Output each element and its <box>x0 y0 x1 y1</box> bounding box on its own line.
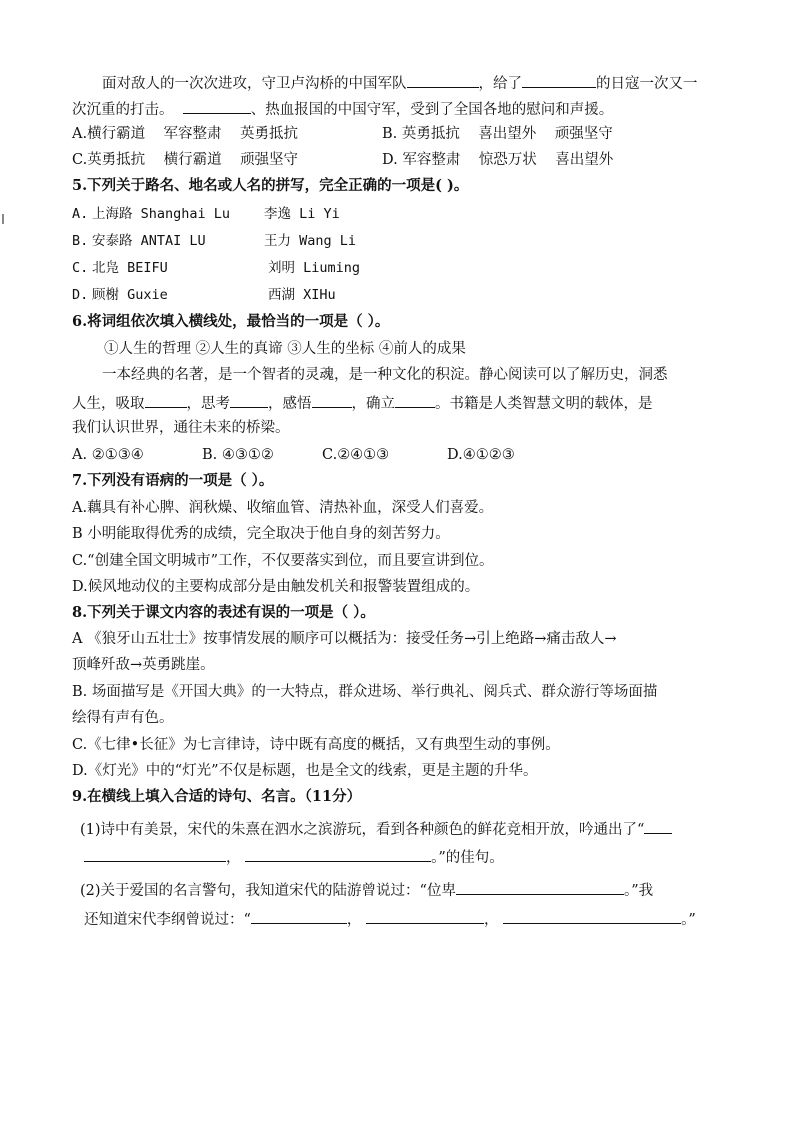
option-a[interactable]: A. ②①③④ <box>72 447 144 463</box>
q7-stem: 7.下列没有语病的一项是（ ）。 <box>72 472 274 489</box>
option-d[interactable]: D.④①②③ <box>447 447 515 463</box>
q4-text: 次沉重的打击。 <box>72 102 174 118</box>
q8-option-a-cont: 顶峰歼敌→英勇跳崖。 <box>72 657 215 673</box>
option-c[interactable]: C.②④①③ <box>322 447 390 463</box>
answer-blank[interactable] <box>183 99 251 114</box>
q4-passage-line-1 <box>102 73 698 93</box>
answer-blank[interactable] <box>407 73 479 88</box>
answer-blank[interactable] <box>522 73 596 88</box>
q4-text: 、热血报国的中国守军，受到了全国各地的慰问和声援。 <box>250 102 614 118</box>
q8-option-b-cont: 绘得有声有色。 <box>72 710 174 726</box>
scan-edge-mark <box>2 214 4 224</box>
q8-stem: 8.下列关于课文内容的表述有误的一项是（ ）。 <box>72 604 375 621</box>
q4-text: 的日寇一次又一 <box>596 76 698 92</box>
answer-blank[interactable] <box>456 880 624 895</box>
q8-option-c[interactable]: C.《七律•长征》为七言律诗，诗中既有高度的概括，又有典型生动的事例。 <box>72 737 560 753</box>
q9-stem: 9.在横线上填入合适的诗句、名言。（11分） <box>72 788 362 805</box>
option-b[interactable]: B. ④③①② <box>202 447 274 463</box>
answer-blank[interactable] <box>644 819 672 834</box>
q4-text: ，给了 <box>478 76 522 92</box>
q6-passage-line-3: 我们认识世界，通往未来的桥梁。 <box>72 420 290 436</box>
answer-blank[interactable] <box>84 847 226 862</box>
option-d[interactable]: D. 军容整肃 惊恐万状 喜出望外 <box>382 152 614 168</box>
q8-option-b[interactable]: B. 场面描写是《开国大典》的一大特点，群众进场、举行典礼、阅兵式、群众游行等场面描 <box>72 684 658 700</box>
answer-blank[interactable] <box>230 393 268 408</box>
answer-blank[interactable] <box>145 393 187 408</box>
q6-phrase-list: ①人生的哲理 ②人生的真谛 ③人生的坐标 ④前人的成果 <box>104 341 466 357</box>
q9-part-1-line-2: ， 。”的佳句。 <box>84 847 504 867</box>
answer-blank[interactable] <box>503 909 681 924</box>
q6-passage-line-1: 一本经典的名著，是一个智者的灵魂，是一种文化的积淀。静心阅读可以了解历史，洞悉 <box>102 367 668 383</box>
answer-blank[interactable] <box>395 393 435 408</box>
answer-blank[interactable] <box>366 909 484 924</box>
q7-option-b[interactable]: B 小明能取得优秀的成绩，完全取决于他自身的刻苦努力。 <box>72 526 450 542</box>
q6-passage-line-2: 人生，吸取 ，思考 ，感悟 ，确立 。书籍是人类智慧文明的载体，是 <box>72 393 653 413</box>
q4-text: 面对敌人的一次次进攻，守卫卢沟桥的中国军队 <box>102 76 407 92</box>
option-b[interactable]: B. 英勇抵抗 喜出望外 顽强坚守 <box>382 126 613 142</box>
q7-option-d[interactable]: D.候风地动仪的主要构成部分是由触发机关和报警装置组成的。 <box>72 579 480 595</box>
q5-stem: 5.下列关于路名、地名或人名的拼写，完全正确的一项是( )。 <box>72 177 469 194</box>
q7-option-c[interactable]: C.“创建全国文明城市”工作，不仅要落实到位，而且要宣讲到位。 <box>72 553 494 569</box>
exam-page: 面对敌人的一次次进攻，守卫卢沟桥的中国军队 ，给了 的日寇一次又一 次沉重的打击。 、热血报国的中国守军，受到了全国各地的慰问和声援。 A.横行霸道 军容整肃 英勇抵抗 B. 英勇抵抗 喜出望外 顽强坚守 C.英勇抵抗 横行霸道 顽强坚守 D. 军容整肃 惊恐万状 喜出望外 5.下列关于路名、地名或人名的拼写，完全正确的一项是( )。 A. 上海路 Shanghai Lu 李逸 Li Yi B. 安泰路 ANTAI LU 王力 Wang Li C. 北凫 BEIFU 刘明 Liuming D. 顾榭 Guxie 西湖 XIHu 6.将词组依次填入横线处，最恰当的一项是（ ）。 ①人生的哲理 ②人生的真谛 ③人生的坐标 ④前人的成果 一本经典的名著，是一个智者的灵魂，是一种文化的积淀。静心阅读可以了解历史，洞悉 人生，吸取 ，思考 ，感悟 ，确立 。书籍是人类智慧文明的载体，是 我们认识世界，通往未来的桥梁。 A. ②①③④ B. ④③①② C.②④①③ D.④①②③ 7.下列没有语病的一项是（ ）。 A.藕具有补心脾、润秋燥、收缩血管、清热补血，深受人们喜爱。 B 小明能取得优秀的成绩，完全取决于他自身的刻苦努力。 C.“创建全国文明城市”工作，不仅要落实到位，而且要宣讲到位。 D.候风地动仪的主要构成部分是由触发机关和报警装置组成的。 8.下列关于课文内容的表述有误的一项是（ ）。 A 《狼牙山五壮士》按事情发展的顺序可以概括为：接受任务→引上绝路→痛击敌人→ 顶峰歼敌→英勇跳崖。 B. 场面描写是《开国大典》的一大特点，群众进场、举行典礼、阅兵式、群众游行等场面描 绘得有声有色。 C.《七律•长征》为七言律诗，诗中既有高度的概括，又有典型生动的事例。 D.《灯光》中的“灯光”不仅是标题，也是全文的线索，更是主题的升华。 9.在横线上填入合适的诗句、名言。（11分） (1)诗中有美景，宋代的朱熹在泗水之滨游玩，看到各种颜色的鲜花竞相开放，吟通出了“ ， 。”的佳句。 (2)关于爱国的名言警句，我知道宋代的陆游曾说过：“位卑 。”我 还知道宋代李纲曾说过：“ ， ， 。” <box>0 0 794 1124</box>
q9-part-2-line-1: (2)关于爱国的名言警句，我知道宋代的陆游曾说过：“位卑 。”我 <box>80 880 653 900</box>
answer-blank[interactable] <box>251 909 347 924</box>
q6-stem: 6.将词组依次填入横线处，最恰当的一项是（ ）。 <box>72 313 390 330</box>
q8-option-d[interactable]: D.《灯光》中的“灯光”不仅是标题，也是全文的线索，更是主题的升华。 <box>72 763 538 779</box>
q4-passage-line-2 <box>72 99 613 119</box>
option-c[interactable]: C.英勇抵抗 横行霸道 顽强坚守 <box>72 152 299 168</box>
q7-option-a[interactable]: A.藕具有补心脾、润秋燥、收缩血管、清热补血，深受人们喜爱。 <box>72 500 494 516</box>
answer-blank[interactable] <box>312 393 352 408</box>
q9-part-1-line-1: (1)诗中有美景，宋代的朱熹在泗水之滨游玩，看到各种颜色的鲜花竞相开放，吟通出了“ <box>80 819 672 839</box>
q9-part-2-line-2: 还知道宋代李纲曾说过：“ ， ， 。” <box>84 909 696 929</box>
option-a[interactable]: A.横行霸道 军容整肃 英勇抵抗 <box>72 126 298 142</box>
answer-blank[interactable] <box>245 847 431 862</box>
q8-option-a[interactable]: A 《狼牙山五壮士》按事情发展的顺序可以概括为：接受任务→引上绝路→痛击敌人→ <box>72 631 617 647</box>
